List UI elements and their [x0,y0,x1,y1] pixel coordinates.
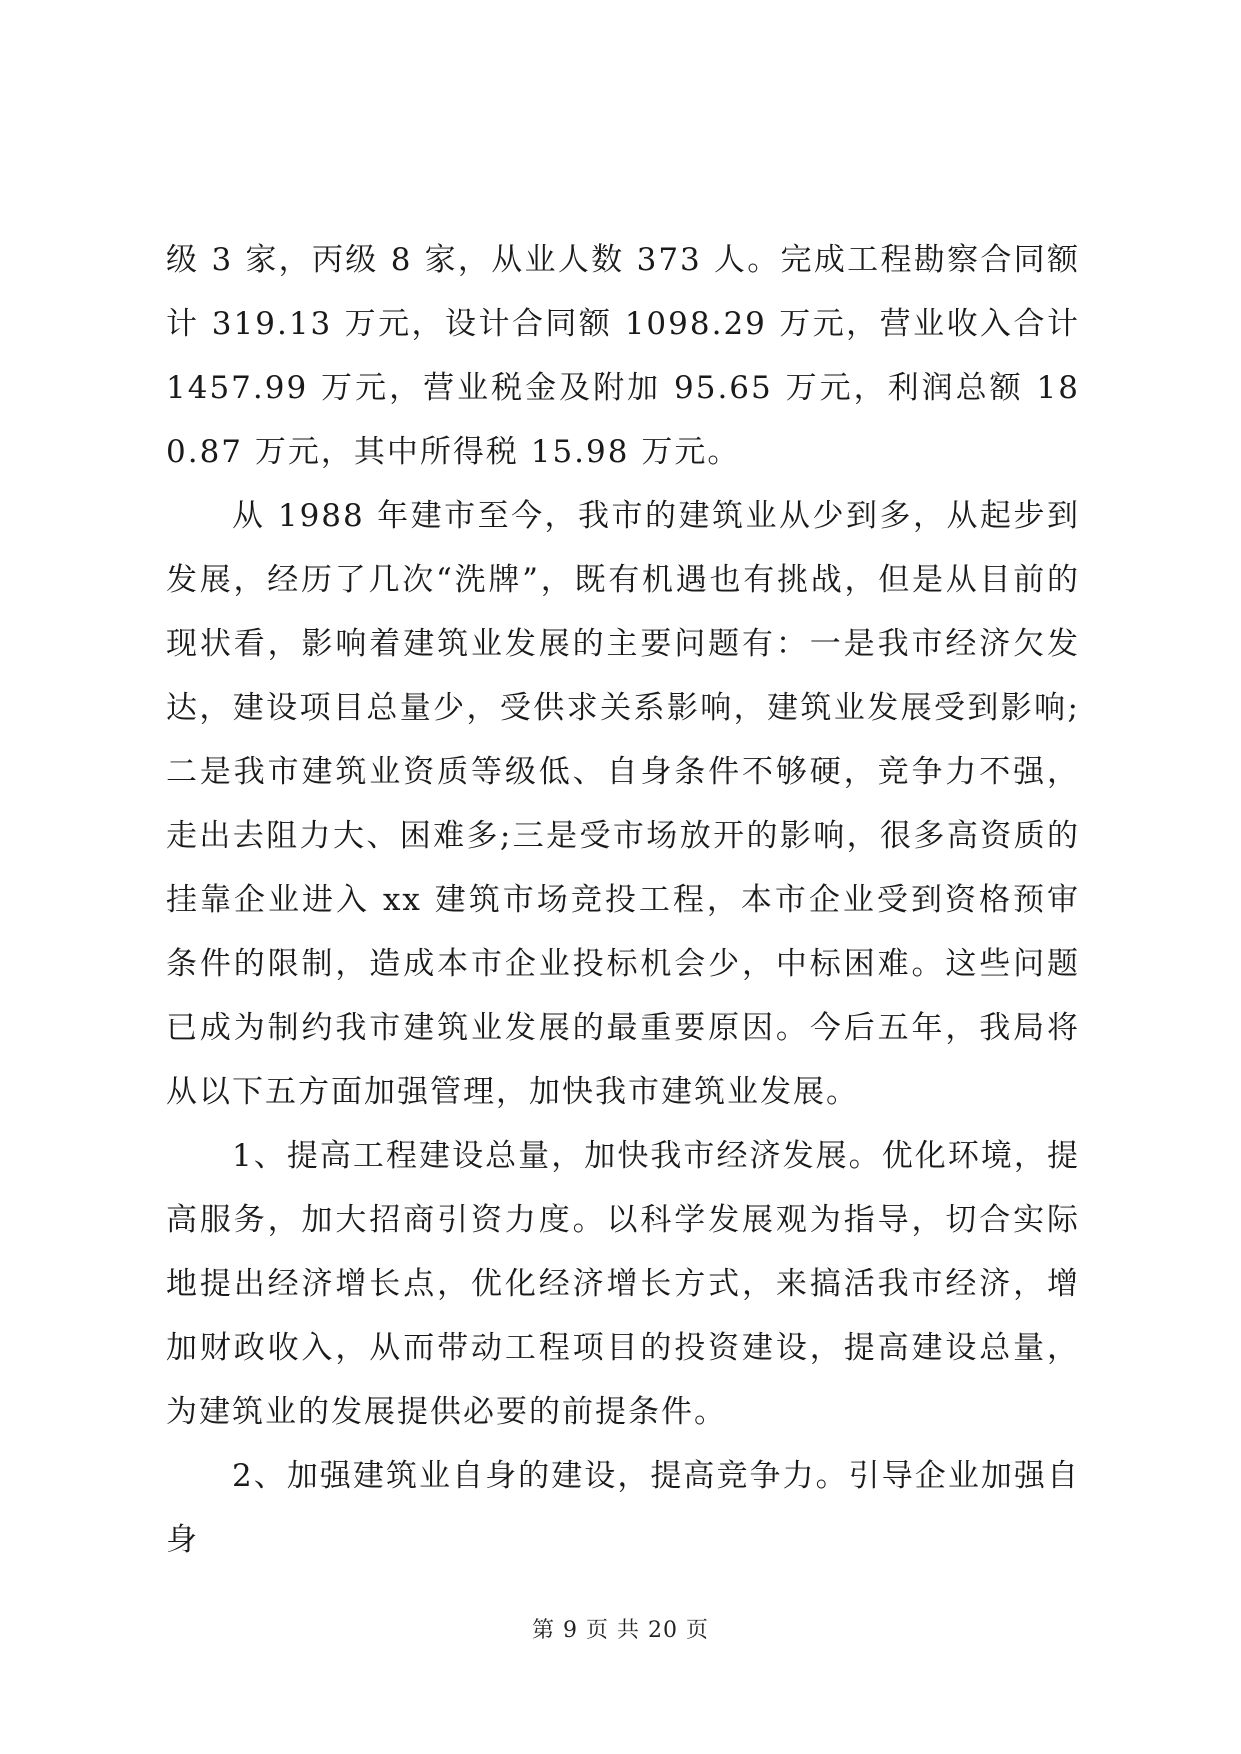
paragraph-4: 2、加强建筑业自身的建设，提高竞争力。引导企业加强自身 [166,1458,1080,1558]
paragraph-2: 从 1988 年建市至今，我市的建筑业从少到多，从起步到发展，经历了几次“洗牌”，既有机遇也有挑战，但是从目前的现状看，影响着建筑业发展的主要问题有：一是我市经济欠发达，建设项目总量少，受供求关系影响，建筑业发展受到影响;二是我市建筑业资质等级低、自身条件不够硬，竞争力不强，走出去阻力大、困难多;三是受市场放开的影响，很多高资质的挂靠企业进入 xx 建筑市场竞投工程，本市企业受到资格预审条件的限制，造成本市企业投标机会少，中标困难。这些问题已成为制约我市建筑业发展的最重要原因。今后五年，我局将从以下五方面加强管理，加快我市建筑业发展。 [166,498,1080,1110]
paragraph-1: 级 3 家，丙级 8 家，从业人数 373 人。完成工程勘察合同额计 319.13 万元，设计合同额 1098.29 万元，营业收入合计 1457.99 万元，营业税金及附加 95.65 万元，利润总额 180.87 万元，其中所得税 15.98 万元。 [166,242,1080,470]
body-text [166,228,1080,1572]
paragraph-3: 1、提高工程建设总量，加快我市经济发展。优化环境，提高服务，加大招商引资力度。以科学发展观为指导，切合实际地提出经济增长点，优化经济增长方式，来搞活我市经济，增加财政收入，从而带动工程项目的投资建设，提高建设总量，为建筑业的发展提供必要的前提条件。 [166,1138,1080,1430]
page-footer: 第 9 页 共 20 页 [532,1618,709,1643]
